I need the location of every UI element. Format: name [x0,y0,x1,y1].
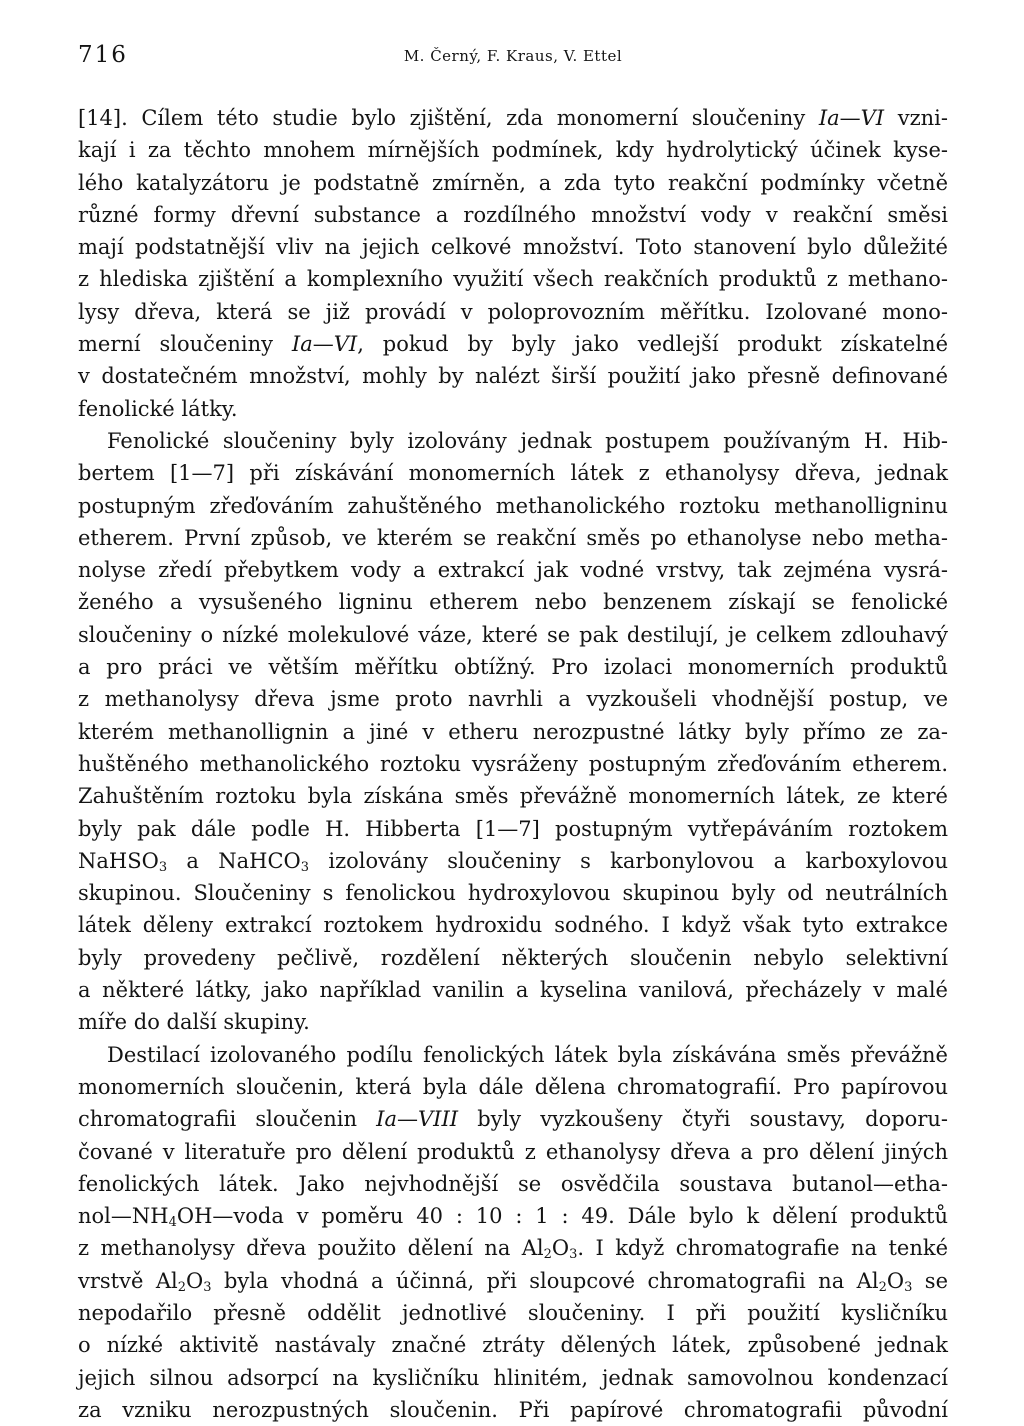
text-line: jejich silnou adsorpcí na kysličníku hlinitém, jednak samovolnou kondenzací [78,1365,948,1390]
text-line: fenolických látek. Jako nejvhodnější se osvědčila soustava butanol—etha- [78,1171,948,1196]
text-line: vrstvě $Al_2O_3$ byla vhodná a účinná, při sloupcové chromatografii na $Al_2O_3$ se [78,1268,948,1295]
text-line: nolyse zředí přebytkem vody a extrakcí jak vodné vrstvy, tak zejména vysrá- [78,558,948,583]
text-line: byly provedeny pečlivě, rozdělení některých sloučenin nebylo selektivní [78,945,948,970]
text-line: z methanolysy dřeva použito dělení na $Al_2O_3$. I když chromatografie na tenké [78,1236,949,1263]
text-line: monomerních sloučenin, která byla dále dělena chromatografií. Pro papírovou [78,1074,948,1099]
text-line: z methanolysy dřeva jsme proto navrhli a vyzkoušeli vhodnější postup, ve [78,687,948,712]
text-line: nepodařilo přesně oddělit jednotlivé sloučeniny. I při použití kysličníku [78,1300,948,1325]
text-line: skupinou. Sloučeniny s fenolickou hydroxylovou skupinou byly od neutrálních [78,881,948,906]
text-line: postupným zřeďováním zahuštěného methanolického roztoku methanolligninu [78,493,948,518]
text-line: [14]. Cílem této studie bylo zjištění, zda monomerní sloučeniny Ia—VI vzni- [78,106,948,130]
text-line: fenolické látky. [78,396,238,421]
text-line: míře do další skupiny. [78,1010,310,1035]
text-line: o nízké aktivitě nastávaly značné ztráty dělených látek, způsobené jednak [78,1333,948,1358]
running-head-authors: M. Černý, F. Kraus, V. Ettel [403,47,623,65]
text-line: sloučeniny o nízké molekulové váze, které se pak destilují, je celkem zdlouhavý [78,622,948,647]
text-line: chromatografii sloučenin Ia—VIII byly vyzkoušeny čtyři soustavy, doporu- [78,1107,948,1132]
text-line: byly pak dále podle H. Hibberta [1—7] postupným vytřepáváním roztokem [78,816,948,841]
page-header [78,42,948,72]
text-line: v dostatečném množství, mohly by nalézt širší použití jako přesně definované [78,364,948,389]
text-line: bertem [1—7] při získávání monomerních látek z ethanolysy dřeva, jednak [78,461,948,486]
text-line: různé formy dřevní substance a rozdílného množství vody v reakční směsi [78,202,948,227]
text-line: látek děleny extrakcí roztokem hydroxidu sodného. I když však tyto extrakce [78,913,948,938]
text-line: Fenolické sloučeniny byly izolovány jednak postupem používaným H. Hib- [107,428,948,453]
text-line: ženého a vysušeného ligninu etherem nebo benzenem získají se fenolické [78,590,948,615]
text-line: Zahuštěním roztoku byla získána směs převážně monomerních látek, ze které [78,784,948,809]
text-line: za vzniku nerozpustných sloučenin. Při papírové chromatografii původní [78,1397,948,1422]
text-line: etherem. První způsob, ve kterém se reakční směs po ethanolyse nebo metha- [78,525,948,550]
text-line: a pro práci ve větším měřítku obtížný. Pro izolaci monomerních produktů [78,655,948,680]
text-line: $nol—NH_4OH—voda$ v poměru 40 : 10 : 1 : 49. Dále bylo k dělení produktů [78,1204,948,1231]
text-line: a některé látky, jako například vanilin a kyselina vanilová, přecházely v malé [78,978,948,1003]
text-line: Destilací izolovaného podílu fenolických látek byla získávána směs převážně [107,1042,948,1067]
text-line: huštěného methanolického roztoku vysráženy postupným zřeďováním etherem. [78,751,948,776]
text-line: kterém methanollignin a jiné v etheru nerozpustné látky byly přímo ze za- [78,719,948,744]
text-line: lysy dřeva, která se již provádí v poloprovozním měřítku. Izolované mono- [78,299,948,324]
page-number: 716 [78,42,128,68]
text-line: merní sloučeniny Ia—VI, pokud by byly jako vedlejší produkt získatelné [78,332,948,357]
text-line: čované v literatuře pro dělení produktů z ethanolysy dřeva a pro dělení jiných [78,1139,948,1164]
text-line: mají podstatnější vliv na jejich celkové množství. Toto stanovení bylo důležité [78,235,948,260]
body-text [78,102,948,1426]
text-line: z hlediska zjištění a komplexního využití všech reakčních produktů z methano- [78,267,948,292]
text-line: lého katalyzátoru je podstatně zmírněn, a zda tyto reakční podmínky včetně [78,170,948,195]
text-line: NaHSO$_3$ a NaHCO$_3$ izolovány sloučeniny s karbonylovou a karboxylovou [78,848,948,875]
text-line: kají i za těchto mnohem mírnějších podmínek, kdy hydrolytický účinek kyse- [78,138,948,163]
